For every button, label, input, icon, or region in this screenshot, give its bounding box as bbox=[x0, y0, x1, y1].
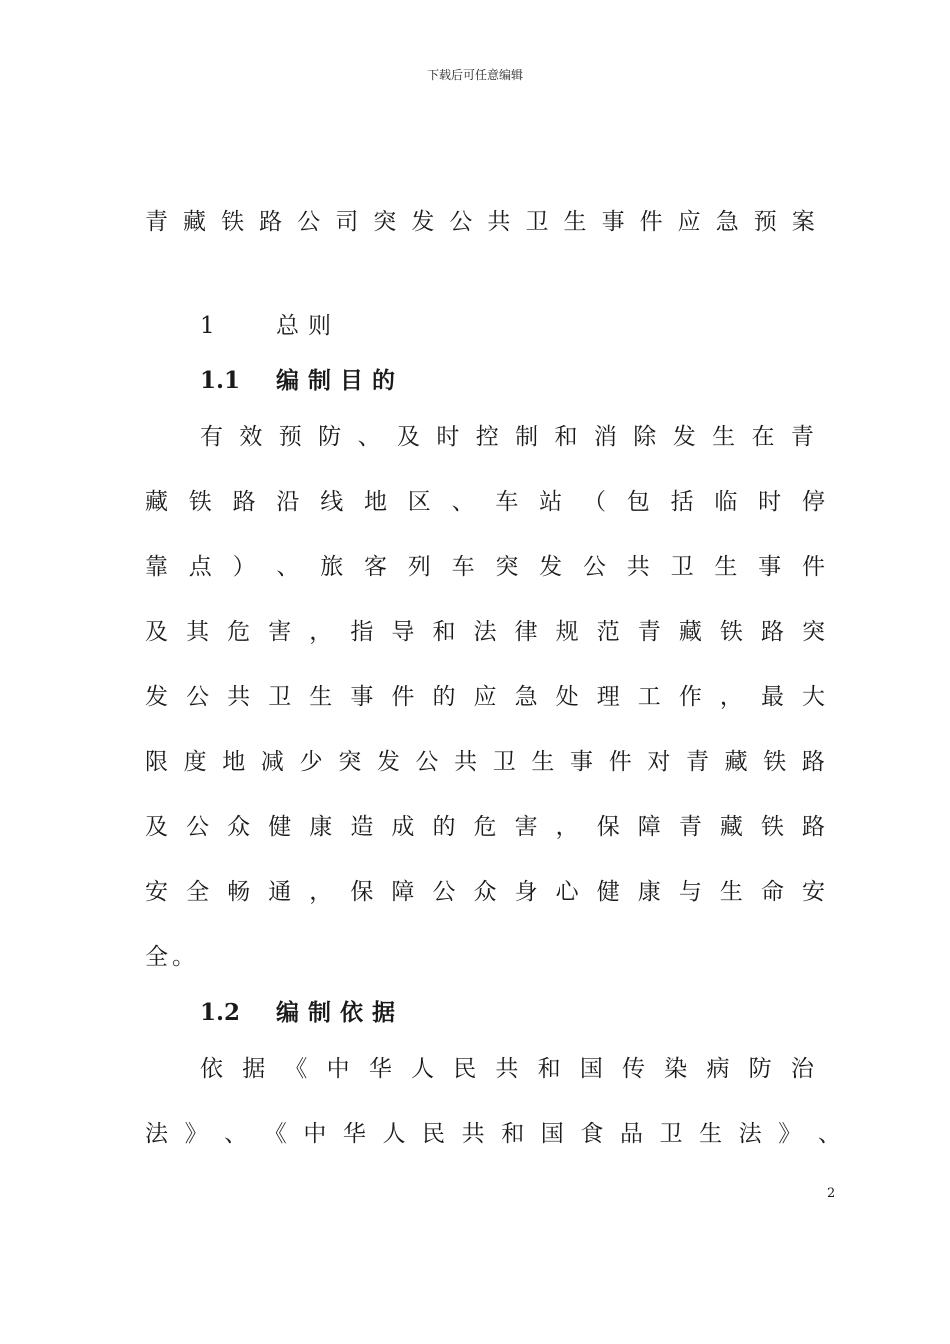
text-char: 生 bbox=[714, 554, 738, 580]
text-char: 、 bbox=[451, 489, 475, 515]
text-char: 藏 bbox=[183, 209, 207, 235]
document-title bbox=[145, 206, 815, 238]
text-char: 最 bbox=[760, 684, 784, 710]
text-char: 车 bbox=[495, 489, 519, 515]
text-char: 藏 bbox=[724, 749, 748, 775]
text-char: 安 bbox=[145, 879, 168, 905]
text-char: 共 bbox=[487, 209, 511, 235]
text-char: 病 bbox=[706, 1056, 730, 1082]
text-char: 生 bbox=[563, 209, 587, 235]
text-char: 线 bbox=[320, 489, 344, 515]
text-char: 及 bbox=[396, 424, 420, 450]
text-char: 铁 bbox=[719, 619, 743, 645]
text-char: 及 bbox=[145, 619, 168, 645]
text-char: ） bbox=[232, 554, 256, 580]
paragraph-line bbox=[145, 681, 825, 713]
text-char: 共 bbox=[495, 1056, 519, 1082]
text-char: 、 bbox=[817, 1121, 841, 1147]
text-char: 效 bbox=[239, 424, 263, 450]
page-header: 下载后可任意编辑 bbox=[426, 68, 523, 82]
text-char: 铁 bbox=[188, 489, 212, 515]
text-char: 件 bbox=[639, 209, 663, 235]
text-char: 共 bbox=[227, 684, 251, 710]
text-char: 生 bbox=[531, 749, 555, 775]
text-char: 通 bbox=[268, 879, 292, 905]
text-char: 安 bbox=[802, 879, 825, 905]
text-char: 》 bbox=[184, 1121, 208, 1147]
text-char: 站 bbox=[539, 489, 563, 515]
text-char: 障 bbox=[391, 879, 415, 905]
text-char: 路 bbox=[802, 814, 825, 840]
text-char: 突 bbox=[802, 619, 825, 645]
paragraph-line bbox=[145, 876, 825, 908]
text-char: 车 bbox=[451, 554, 475, 580]
text-char: 成 bbox=[391, 814, 415, 840]
text-char: 发 bbox=[539, 554, 563, 580]
text-char: 《 bbox=[284, 1056, 308, 1082]
section-number: 1.2 bbox=[200, 999, 241, 1026]
text-char: 青 bbox=[678, 814, 702, 840]
text-char: 共 bbox=[454, 749, 478, 775]
text-char: 点 bbox=[188, 554, 212, 580]
text-char: 律 bbox=[514, 619, 538, 645]
text-char: 全 bbox=[145, 944, 168, 970]
text-char: 的 bbox=[432, 814, 456, 840]
text-char: 旅 bbox=[320, 554, 344, 580]
text-char: 藏 bbox=[719, 814, 743, 840]
text-char: 临 bbox=[714, 489, 738, 515]
text-char: 地 bbox=[363, 489, 387, 515]
text-char: 公 bbox=[432, 879, 456, 905]
text-char: 危 bbox=[473, 814, 497, 840]
text-char: 藏 bbox=[678, 619, 702, 645]
text-char: 心 bbox=[555, 879, 579, 905]
text-char: 民 bbox=[453, 1056, 477, 1082]
section-heading-1 bbox=[200, 310, 340, 342]
text-char: 发 bbox=[376, 749, 400, 775]
text-char: 预 bbox=[753, 209, 777, 235]
text-char: 依 bbox=[200, 1056, 223, 1082]
text-char: 保 bbox=[596, 814, 620, 840]
paragraph-line bbox=[145, 1118, 841, 1150]
text-char: 危 bbox=[227, 619, 251, 645]
text-char: 和 bbox=[554, 424, 578, 450]
text-char: 和 bbox=[501, 1121, 525, 1147]
text-char: 中 bbox=[303, 1121, 327, 1147]
text-char: 与 bbox=[678, 879, 702, 905]
text-char: 国 bbox=[540, 1121, 564, 1147]
section-label: 编制依据 bbox=[276, 1000, 404, 1026]
text-char: 停 bbox=[801, 489, 825, 515]
text-char: 案 bbox=[791, 209, 815, 235]
text-char: 突 bbox=[373, 209, 397, 235]
text-char: 公 bbox=[186, 684, 210, 710]
paragraph-line bbox=[145, 746, 825, 778]
text-char: 件 bbox=[801, 554, 825, 580]
text-char: 事 bbox=[758, 554, 782, 580]
text-char: 时 bbox=[436, 424, 460, 450]
text-char: 路 bbox=[259, 209, 283, 235]
paragraph-line bbox=[145, 551, 825, 583]
paragraph-line bbox=[200, 1053, 814, 1085]
text-char: 及 bbox=[145, 814, 168, 840]
paragraph-line bbox=[200, 421, 814, 453]
text-char: 发 bbox=[411, 209, 435, 235]
paragraph-line bbox=[145, 486, 825, 518]
text-char: 公 bbox=[186, 814, 210, 840]
text-char: 法 bbox=[145, 1121, 168, 1147]
text-char: 害 bbox=[268, 619, 292, 645]
text-char: 共 bbox=[461, 1121, 485, 1147]
text-char: 中 bbox=[326, 1056, 350, 1082]
text-char: 法 bbox=[738, 1121, 762, 1147]
text-char: 青 bbox=[790, 424, 814, 450]
text-char: 其 bbox=[186, 619, 210, 645]
text-char: 事 bbox=[570, 749, 594, 775]
text-char: 时 bbox=[758, 489, 782, 515]
text-char: 人 bbox=[382, 1121, 406, 1147]
paragraph-line bbox=[145, 941, 825, 973]
text-char: 除 bbox=[633, 424, 657, 450]
text-char: 生 bbox=[712, 424, 736, 450]
text-char: 在 bbox=[751, 424, 775, 450]
text-char: 卫 bbox=[525, 209, 549, 235]
text-char: 卫 bbox=[492, 749, 516, 775]
text-char: 件 bbox=[391, 684, 415, 710]
text-char: 藏 bbox=[145, 489, 168, 515]
text-char: 害 bbox=[514, 814, 538, 840]
text-char: 障 bbox=[637, 814, 661, 840]
text-char: 卫 bbox=[268, 684, 292, 710]
text-char: 客 bbox=[363, 554, 387, 580]
text-char: 公 bbox=[582, 554, 606, 580]
text-char: 康 bbox=[637, 879, 661, 905]
text-char: 事 bbox=[601, 209, 625, 235]
text-char: 公 bbox=[415, 749, 439, 775]
text-char: 生 bbox=[309, 684, 333, 710]
text-char: 路 bbox=[760, 619, 784, 645]
text-char: 发 bbox=[145, 684, 168, 710]
text-char: 制 bbox=[515, 424, 539, 450]
text-char: 民 bbox=[422, 1121, 446, 1147]
section-heading-1-1 bbox=[200, 365, 404, 397]
text-char: 卫 bbox=[670, 554, 694, 580]
text-char: 健 bbox=[268, 814, 292, 840]
text-char: 路 bbox=[801, 749, 825, 775]
text-char: 防 bbox=[318, 424, 342, 450]
text-char: 突 bbox=[338, 749, 362, 775]
text-char: 食 bbox=[580, 1121, 604, 1147]
text-char: 康 bbox=[309, 814, 333, 840]
text-char: 生 bbox=[719, 879, 743, 905]
text-char: 保 bbox=[350, 879, 374, 905]
text-char: 法 bbox=[473, 619, 497, 645]
text-char: 对 bbox=[647, 749, 671, 775]
text-char: 发 bbox=[672, 424, 696, 450]
text-char: 《 bbox=[263, 1121, 287, 1147]
page-number: 2 bbox=[827, 1186, 836, 1201]
text-char: 限 bbox=[145, 749, 168, 775]
text-char: 全 bbox=[186, 879, 210, 905]
text-char: 规 bbox=[555, 619, 579, 645]
text-char: 沿 bbox=[276, 489, 300, 515]
text-char: 铁 bbox=[763, 749, 787, 775]
text-char: 工 bbox=[637, 684, 661, 710]
text-char: 生 bbox=[699, 1121, 723, 1147]
text-char: 共 bbox=[626, 554, 650, 580]
text-char: 身 bbox=[514, 879, 538, 905]
text-char: 急 bbox=[514, 684, 538, 710]
text-char: 铁 bbox=[221, 209, 245, 235]
text-char: 路 bbox=[232, 489, 256, 515]
text-char: 指 bbox=[350, 619, 374, 645]
text-char: 传 bbox=[622, 1056, 646, 1082]
text-char: ， bbox=[555, 814, 579, 840]
text-char: 事 bbox=[350, 684, 374, 710]
text-char: 、 bbox=[276, 554, 300, 580]
paragraph-line bbox=[145, 616, 825, 648]
text-char: 预 bbox=[278, 424, 302, 450]
text-char: 的 bbox=[432, 684, 456, 710]
text-char: 急 bbox=[715, 209, 739, 235]
text-char: 度 bbox=[183, 749, 207, 775]
text-char: 靠 bbox=[145, 554, 168, 580]
text-char: （ bbox=[582, 489, 606, 515]
text-char: 大 bbox=[802, 684, 825, 710]
section-label: 编制目的 bbox=[276, 368, 404, 394]
text-char: 公 bbox=[297, 209, 321, 235]
text-char: 作 bbox=[678, 684, 702, 710]
text-char: 范 bbox=[596, 619, 620, 645]
text-char: 华 bbox=[368, 1056, 392, 1082]
text-char: 人 bbox=[411, 1056, 435, 1082]
text-char: 国 bbox=[579, 1056, 603, 1082]
text-char: ， bbox=[309, 619, 333, 645]
section-number: 1.1 bbox=[200, 367, 241, 394]
text-char: 健 bbox=[596, 879, 620, 905]
text-char: 有 bbox=[200, 424, 223, 450]
text-char: 青 bbox=[145, 209, 168, 235]
text-char: 控 bbox=[475, 424, 499, 450]
text-char: 减 bbox=[260, 749, 284, 775]
text-char: 突 bbox=[495, 554, 519, 580]
text-char: 和 bbox=[537, 1056, 561, 1082]
paragraph-line bbox=[145, 811, 825, 843]
text-char: 造 bbox=[350, 814, 374, 840]
section-label: 总则 bbox=[276, 313, 340, 339]
text-char: 铁 bbox=[760, 814, 784, 840]
text-char: 、 bbox=[357, 424, 381, 450]
text-char: ， bbox=[719, 684, 743, 710]
text-char: 少 bbox=[299, 749, 323, 775]
text-char: 。 bbox=[172, 944, 195, 970]
text-char: 命 bbox=[760, 879, 784, 905]
section-heading-1-2 bbox=[200, 997, 404, 1029]
text-char: 卫 bbox=[659, 1121, 683, 1147]
text-char: 青 bbox=[685, 749, 709, 775]
text-char: 据 bbox=[242, 1056, 266, 1082]
text-char: 治 bbox=[790, 1056, 814, 1082]
text-char: 件 bbox=[608, 749, 632, 775]
text-char: 理 bbox=[596, 684, 620, 710]
section-number: 1 bbox=[200, 313, 215, 339]
text-char: 畅 bbox=[227, 879, 251, 905]
text-char: 应 bbox=[677, 209, 701, 235]
text-char: 众 bbox=[227, 814, 251, 840]
text-char: 品 bbox=[619, 1121, 643, 1147]
text-char: 区 bbox=[407, 489, 431, 515]
text-char: 防 bbox=[748, 1056, 772, 1082]
text-char: 染 bbox=[664, 1056, 688, 1082]
text-char: 众 bbox=[473, 879, 497, 905]
text-char: 、 bbox=[224, 1121, 248, 1147]
text-char: 导 bbox=[391, 619, 415, 645]
text-char: 地 bbox=[222, 749, 246, 775]
text-char: 消 bbox=[593, 424, 617, 450]
text-char: 》 bbox=[778, 1121, 802, 1147]
text-char: 处 bbox=[555, 684, 579, 710]
text-char: 公 bbox=[449, 209, 473, 235]
text-char: 列 bbox=[407, 554, 431, 580]
text-char: 司 bbox=[335, 209, 359, 235]
text-char: 包 bbox=[626, 489, 650, 515]
text-char: 青 bbox=[637, 619, 661, 645]
text-char: ， bbox=[309, 879, 333, 905]
text-char: 应 bbox=[473, 684, 497, 710]
text-char: 括 bbox=[670, 489, 694, 515]
text-char: 和 bbox=[432, 619, 456, 645]
text-char: 华 bbox=[342, 1121, 366, 1147]
